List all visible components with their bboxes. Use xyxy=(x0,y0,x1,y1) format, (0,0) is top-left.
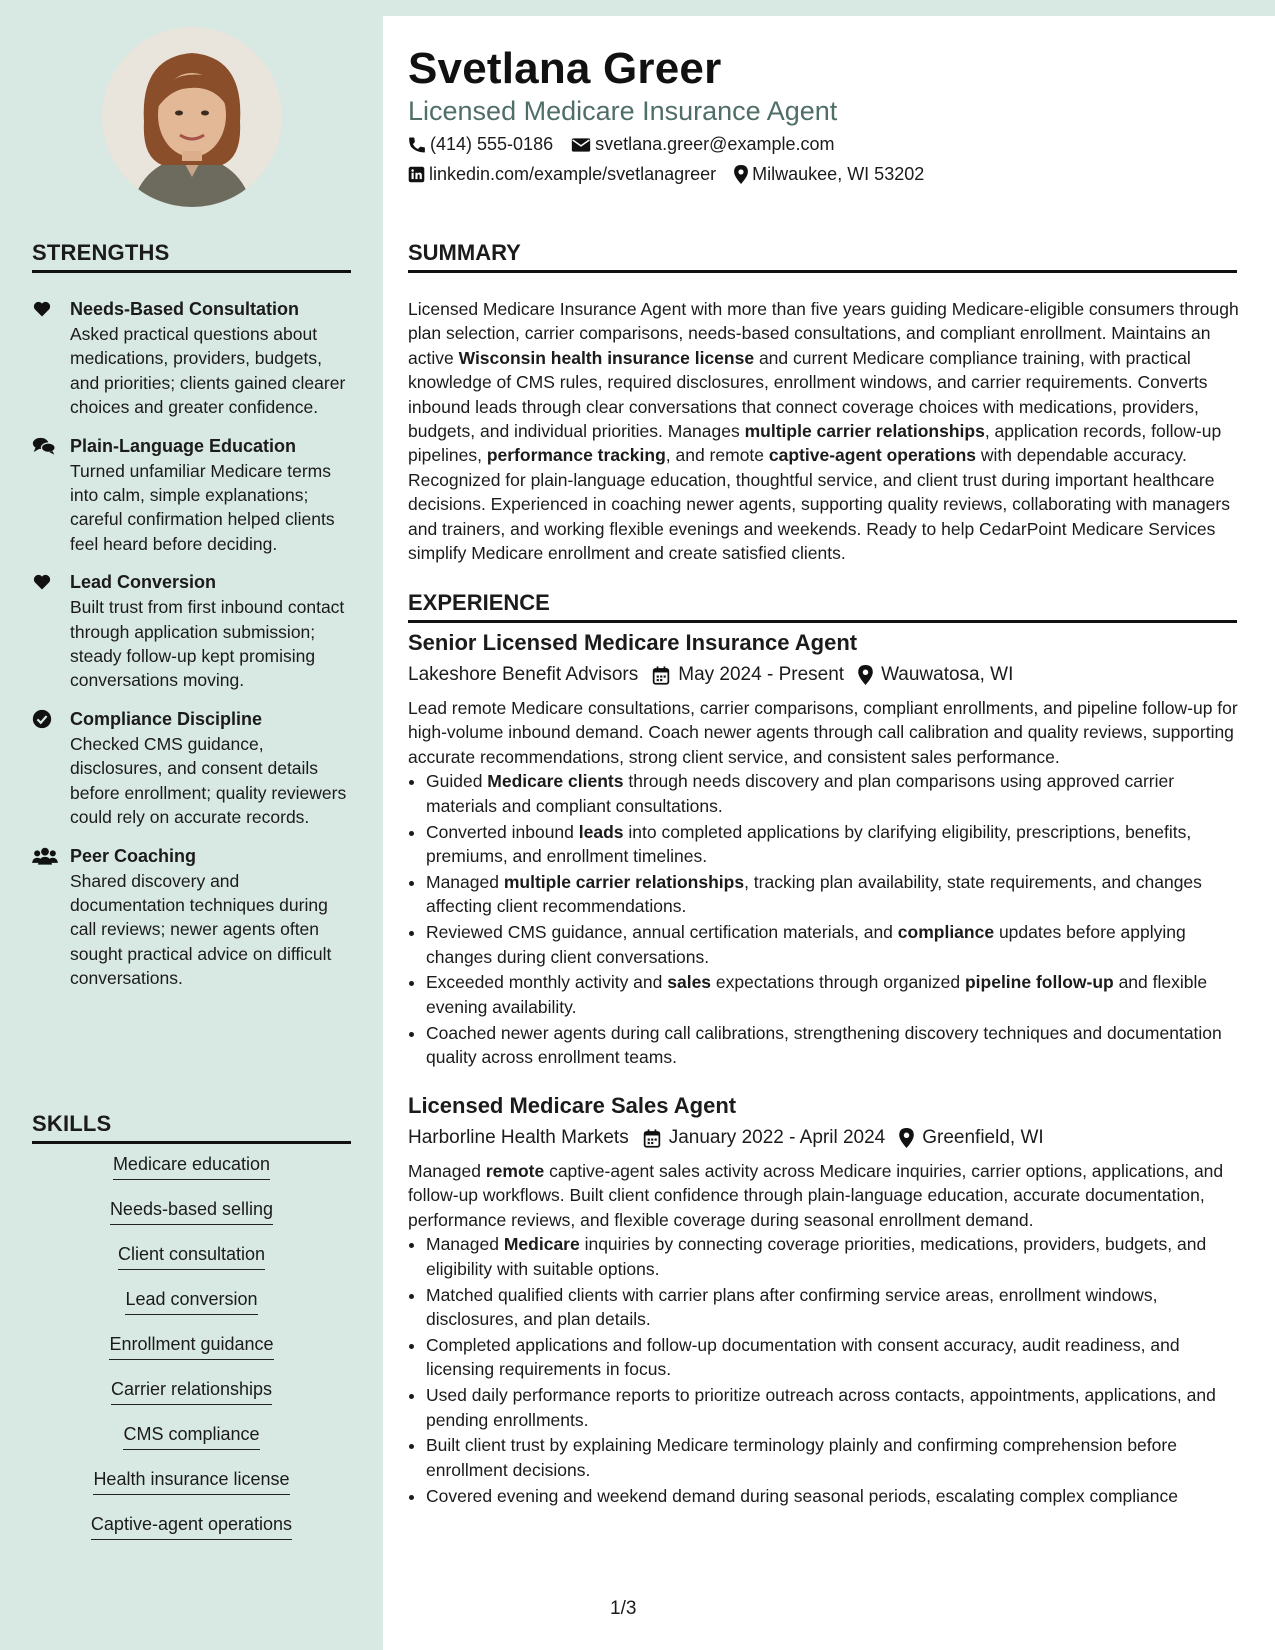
bullet-item xyxy=(426,1383,1240,1432)
job-title: Licensed Medicare Sales Agent xyxy=(408,1093,737,1118)
skill-item: Carrier relationships xyxy=(111,1378,272,1405)
summary-text xyxy=(408,297,1240,565)
job-description xyxy=(408,1159,1240,1232)
chat-icon xyxy=(32,436,56,456)
strength-description: Checked CMS guidance, disclosures, and consent details before enrollment; quality reviewers could rely on accurate records. xyxy=(70,733,347,828)
experience-heading: EXPERIENCE xyxy=(408,590,1237,623)
users-icon xyxy=(32,846,58,866)
sidebar xyxy=(0,0,383,1650)
strength-item xyxy=(32,844,352,991)
bullet-item xyxy=(426,1484,1240,1508)
text-segment: , and remote xyxy=(665,445,769,466)
text-segment: Managed xyxy=(426,871,504,892)
text-segment: inquiries by connecting coverage priorities, medications, providers, budgets, and eligibility with suitable options. xyxy=(426,1234,1207,1279)
strength-title: Lead Conversion xyxy=(70,572,217,593)
company-name: Harborline Health Markets xyxy=(408,1127,629,1148)
bullet-item xyxy=(426,769,1240,818)
bold-text: Wisconsin health insurance license xyxy=(458,347,755,368)
text-segment: with dependable accuracy. Recognized for plain-language education, thoughtful service, and client trust during important healthcare decisions. Experienced in coaching newer agents, supporting quality reviews, collaborating with managers and trainers, and working flexible evenings and weekends. Ready to help CedarPoint Medicare Services simplify Medicare enrollment and create satisfied clients. xyxy=(408,445,1230,564)
skill-item: Captive-agent operations xyxy=(91,1513,292,1540)
check-circle-icon xyxy=(32,709,52,729)
bullet-item xyxy=(426,920,1240,969)
bullet-item xyxy=(426,970,1240,1019)
bold-text: multiple carrier relationships xyxy=(744,421,985,442)
text-segment: Licensed Medicare Insurance Agent with more than five years guiding Medicare-eligible consumers through plan selection, carrier comparisons, needs-based consultations, and compliant enrollment. Maintains an active xyxy=(408,299,1239,368)
strength-description: Turned unfamiliar Medicare terms into calm, simple explanations; careful confirmation helped clients feel heard before deciding. xyxy=(70,460,335,554)
location-text: Milwaukee, WI 53202 xyxy=(752,164,925,184)
summary-heading: SUMMARY xyxy=(408,240,1237,273)
phone-icon xyxy=(408,136,426,154)
skill-item: Client consultation xyxy=(118,1243,265,1270)
email-link[interactable]: svetlana.greer@example.com xyxy=(595,134,835,154)
bold-text: captive-agent operations xyxy=(768,445,977,466)
bold-text: Medicare clients xyxy=(487,771,624,792)
skill-item: CMS compliance xyxy=(123,1423,259,1450)
text-segment: and current Medicare compliance training, with practical knowledge of CMS rules, required disclosures, enrollment windows, and carrier requirements. Converts inbound leads through clear conversations that connect coverage choices with medications, providers, budgets, and individual priorities. Manages xyxy=(408,347,1208,442)
calendar-icon xyxy=(652,666,670,685)
strength-description: Built trust from first inbound contact through application submission; steady follow-up kept promising conversations moving. xyxy=(70,597,345,691)
strength-item xyxy=(32,297,352,420)
text-segment: Completed applications and follow-up documentation with consent accuracy, audit readiness, and licensing requirements in focus. xyxy=(426,1334,1180,1380)
candidate-title: Licensed Medicare Insurance Agent xyxy=(408,96,838,126)
job-entry xyxy=(408,628,1240,1071)
skill-item: Needs-based selling xyxy=(110,1198,273,1225)
strength-title: Needs-Based Consultation xyxy=(70,299,300,319)
job-location: Greenfield, WI xyxy=(922,1127,1044,1148)
strength-item xyxy=(32,707,352,830)
job-meta xyxy=(408,1123,1240,1153)
bold-text: performance tracking xyxy=(486,445,666,466)
heart-icon xyxy=(32,572,52,592)
strength-description: Asked practical questions about medications, providers, budgets, and priorities; clients gained clearer choices and greater confidence. xyxy=(70,324,346,418)
bold-text: compliance xyxy=(897,922,995,943)
text-segment: Built client trust by explaining Medicare terminology plainly and confirming comprehension before enrollment decisions. xyxy=(426,1435,1177,1480)
skill-item: Health insurance license xyxy=(93,1468,289,1495)
strength-title: Compliance Discipline xyxy=(70,708,263,729)
job-bullets xyxy=(408,769,1240,1069)
text-segment: Used daily performance reports to prioritize outreach across contacts, appointments, applications, and pending enrollments. xyxy=(426,1385,1216,1430)
heart-icon xyxy=(32,299,52,319)
skills-list xyxy=(32,1153,351,1558)
text-segment: and flexible evening availability. xyxy=(426,972,1208,1017)
text-segment: Managed xyxy=(426,1234,504,1255)
email-icon xyxy=(571,137,591,153)
strengths-list xyxy=(32,297,352,1005)
text-segment: Guided xyxy=(426,771,488,792)
text-segment: Matched qualified clients with carrier plans after confirming service areas, enrollment windows, disclosures, and plan details. xyxy=(426,1284,1158,1329)
text-segment: Converted inbound xyxy=(426,821,579,842)
contact-row xyxy=(408,134,852,155)
contact-row xyxy=(408,164,942,185)
text-segment: Coached newer agents during call calibrations, strengthening discovery techniques and documentation quality across enrollment teams. xyxy=(426,1022,1222,1068)
skill-item: Lead conversion xyxy=(125,1288,257,1315)
strengths-heading: STRENGTHS xyxy=(32,240,351,273)
job-entry xyxy=(408,1091,1240,1510)
text-segment: Reviewed CMS guidance, annual certification materials, and xyxy=(426,922,898,943)
job-description xyxy=(408,696,1240,769)
strength-item xyxy=(32,570,352,693)
strength-title: Peer Coaching xyxy=(70,845,197,866)
bullet-item xyxy=(426,870,1240,919)
bullet-item xyxy=(426,820,1240,869)
job-location: Wauwatosa, WI xyxy=(881,664,1014,685)
skill-item: Medicare education xyxy=(113,1153,270,1180)
job-dates: May 2024 - Present xyxy=(678,664,845,685)
page-number: 1/3 xyxy=(610,1598,637,1619)
skill-item: Enrollment guidance xyxy=(109,1333,273,1360)
text-segment: , application records, follow-up pipelines, xyxy=(408,421,1222,466)
phone-text: (414) 555-0186 xyxy=(430,134,554,154)
bullet-item xyxy=(426,1333,1240,1382)
bold-text: multiple carrier relationships xyxy=(503,871,745,892)
text-segment: updates before applying changes during client conversations. xyxy=(426,922,1186,967)
linkedin-link[interactable]: linkedin.com/example/svetlanagreer xyxy=(429,164,717,184)
text-segment: expectations through organized xyxy=(711,972,965,993)
profile-photo xyxy=(102,27,282,207)
job-dates: January 2022 - April 2024 xyxy=(668,1127,886,1148)
job-title: Senior Licensed Medicare Insurance Agent xyxy=(408,630,858,655)
location-pin-icon xyxy=(899,1128,914,1148)
text-segment: Covered evening and weekend demand during seasonal periods, escalating complex compliance xyxy=(426,1485,1178,1506)
location-pin-icon xyxy=(858,665,873,685)
bold-text: sales xyxy=(667,972,712,993)
strength-item xyxy=(32,434,352,557)
bullet-item xyxy=(426,1433,1240,1482)
skills-heading: SKILLS xyxy=(32,1111,351,1144)
text-segment: Lead remote Medicare consultations, carrier comparisons, compliant enrollments, and pipeline follow-up for high-volume inbound demand. Coach newer agents through call calibration and quality reviews, supporting accurate recommendations, strong client service, and consistent sales performance. xyxy=(408,698,1238,767)
text-segment: , tracking plan availability, state requirements, and changes affecting client recommendations. xyxy=(426,871,1202,917)
text-segment: captive-agent sales activity across Medicare inquiries, carrier options, applications, and follow-up workflows. Built client confidence through plain-language education, accurate documentation, performance reviews, and flexible coverage during seasonal enrollment demand. xyxy=(408,1161,1224,1230)
calendar-icon xyxy=(643,1129,661,1148)
main-content xyxy=(383,16,1275,1650)
job-meta xyxy=(408,660,1240,690)
bullet-item xyxy=(426,1283,1240,1332)
text-segment: into completed applications by clarifying eligibility, prescriptions, benefits, premiums, and enrollment timelines. xyxy=(426,821,1192,866)
text-segment: Managed xyxy=(408,1161,486,1181)
job-bullets xyxy=(408,1232,1240,1508)
text-segment: through needs discovery and plan comparisons using approved carrier materials and compliant consultations. xyxy=(426,771,1175,816)
strength-description: Shared discovery and documentation techniques during call reviews; newer agents often sought practical advice on difficult conversations. xyxy=(70,870,332,989)
bold-text: remote xyxy=(485,1161,545,1181)
candidate-name: Svetlana Greer xyxy=(408,44,722,93)
bullet-item xyxy=(426,1232,1240,1281)
bold-text: leads xyxy=(578,821,624,842)
company-name: Lakeshore Benefit Advisors xyxy=(408,664,639,685)
strength-title: Plain-Language Education xyxy=(70,435,297,456)
text-segment: Exceeded monthly activity and xyxy=(426,972,668,993)
linkedin-icon xyxy=(408,166,425,183)
location-pin-icon xyxy=(734,165,748,184)
bold-text: Medicare xyxy=(503,1234,580,1255)
bold-text: pipeline follow-up xyxy=(964,972,1114,993)
bullet-item xyxy=(426,1021,1240,1070)
